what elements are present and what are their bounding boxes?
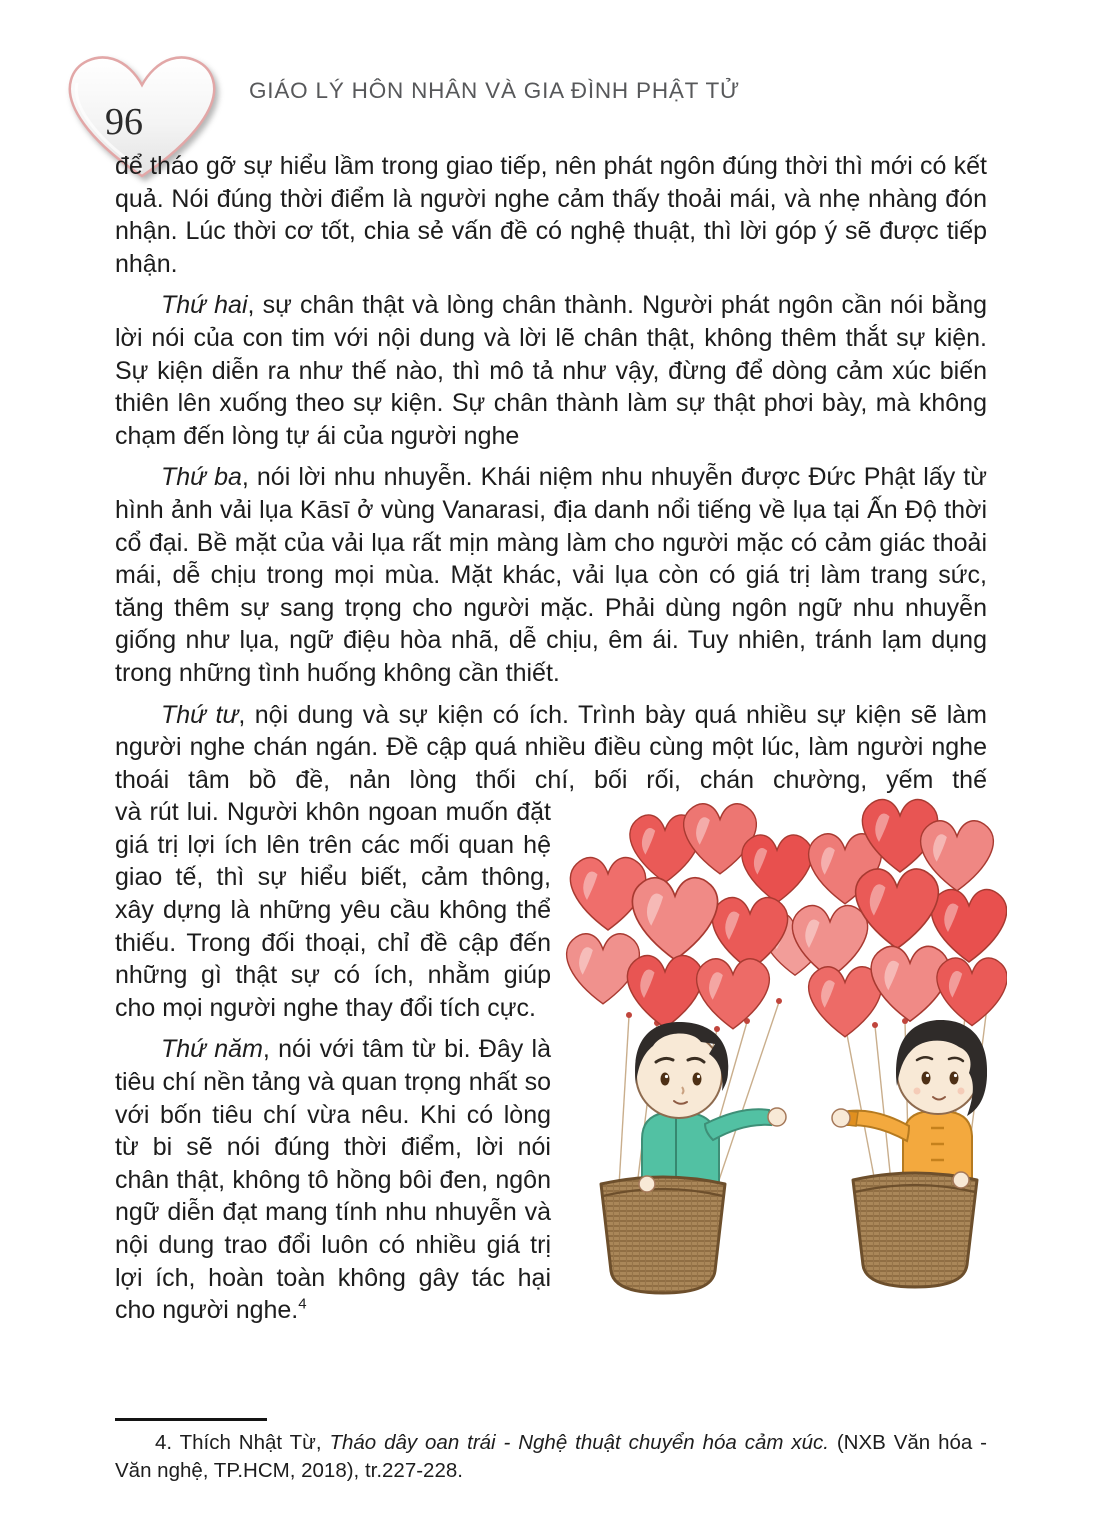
running-title: GIÁO LÝ HÔN NHÂN VÀ GIA ĐÌNH PHẬT TỬ (249, 78, 741, 103)
paragraph-5-text: , nói với tâm từ bi. Đây là tiêu chí nền tảng và quan trọng nhất so với bốn tiêu chí vừa nêu. Khi có lòng từ bi sẽ nói đúng thời điểm, lời nói chân thật, không tô hồng bôi đen, ngôn ngữ diễn đạt mang tính nhu nhuyễn và nội dung trao đổi luôn có nhiều giá trị lợi ích, hoàn toàn không gây tác hại cho người nghe. (115, 1035, 551, 1325)
woman-figure (832, 1020, 987, 1186)
paragraph-4-lead: Thứ tư (161, 700, 239, 729)
basket-right (853, 1173, 977, 1287)
paragraph-2-lead: Thứ hai (161, 291, 248, 320)
paragraph-3 (115, 461, 987, 689)
footnote-reference: 4 (298, 1295, 307, 1313)
man-hand (768, 1108, 786, 1126)
paragraph-2-text: , sự chân thật và lòng chân thành. Người phát ngôn cần nói bằng lời nói của con tim với nội dung và lời lẽ chân thật, không thêm thắt sự kiện. Sự kiện diễn ra như thế nào, thì mô tả như vậy, đừng để dòng cảm xúc biến thiên lên xuống theo sự kiện. Sự chân thành làm sự thật phơi bày, mà không chạm đến lòng tự ái của người nghe (115, 291, 988, 450)
paragraph-1: để tháo gỡ sự hiểu lầm trong giao tiếp, nên phát ngôn đúng thời thì mới có kết quả. Nói đúng thời điểm là người nghe cảm thấy thoải mái, và nhẹ nhàng đón nhận. Lúc thời cơ tốt, chia sẻ vấn đề có nghệ thuật, thì lời góp ý sẽ được tiếp nhận. (115, 152, 987, 278)
woman-hand (832, 1109, 850, 1127)
footnote-book-title: Tháo dây oan trái - Nghệ thuật chuyển hóa cảm xúc. (329, 1431, 829, 1455)
footnote-lead: 4. Thích Nhật Từ, (155, 1431, 330, 1455)
paragraph-5-lead: Thứ năm (161, 1035, 263, 1064)
narrow-text-column (115, 796, 551, 1327)
footnote-tail: (NXB Văn hóa - Văn nghệ, TP.HCM, 2018), tr.227-228. (115, 1431, 988, 1482)
paragraph-3-lead: Thứ ba (161, 463, 242, 492)
paragraph-2 (115, 289, 987, 452)
heart-balloon-cluster-right (792, 800, 1007, 1037)
footnote-text (115, 1429, 987, 1484)
basket-left (601, 1177, 725, 1293)
paragraph-4-continued: và rút lui. Người khôn ngoan muốn đặt giá trị lợi ích lên trên các mối quan hệ giao tế, thì sự hiểu biết, cảm thông, xây dựng là những yêu cầu không thể thiếu. Trong đối thoại, chỉ đề cập đến những gì thật sự có ích, nhằm giúp cho mọi người nghe thay đổi tích cực. (115, 798, 551, 1022)
heart-balloon-cluster-left (567, 804, 828, 1029)
man-grip-hand (639, 1176, 655, 1192)
footnote-block (115, 1418, 987, 1484)
balloon-couple-illustration (545, 794, 1007, 1310)
page-content (115, 150, 987, 1484)
paragraph-3-text: , nói lời nhu nhuyễn. Khái niệm nhu nhuyễn được Đức Phật lấy từ hình ảnh vải lụa Kāsī ở vùng Vanarasi, địa danh nổi tiếng về lụa tại Ấn Độ thời cổ đại. Bề mặt của vải lụa rất mịn màng làm cho người mặc có cảm giác thoải mái, dễ chịu trong mọi mùa. Mặt khác, vải lụa còn có giá trị làm trang sức, tăng thêm sự sang trọng cho người mặc. Phải dùng ngôn ngữ nhu nhuyễn giống như lụa, ngữ điệu hòa nhã, dễ chịu, êm ái. Tuy nhiên, tránh lạm dụng trong những tình huống không cần thiết. (115, 463, 987, 687)
woman-grip-hand (953, 1172, 969, 1188)
paragraph-4-text: , nội dung và sự kiện có ích. Trình bày quá nhiều sự kiện sẽ làm người nghe chán ngán. Đề cập quá nhiều điều cùng một lúc, làm người nghe thoái tâm bồ đề, nản lòng thối chí, bối rối, chán chường, yếm thế (115, 700, 987, 794)
page-number: 96 (105, 101, 143, 143)
footnote-separator (115, 1418, 267, 1421)
paragraph-5 (115, 1033, 551, 1326)
text-and-illustration-zone (115, 796, 987, 1396)
paragraph-4-fullwidth (115, 699, 987, 797)
